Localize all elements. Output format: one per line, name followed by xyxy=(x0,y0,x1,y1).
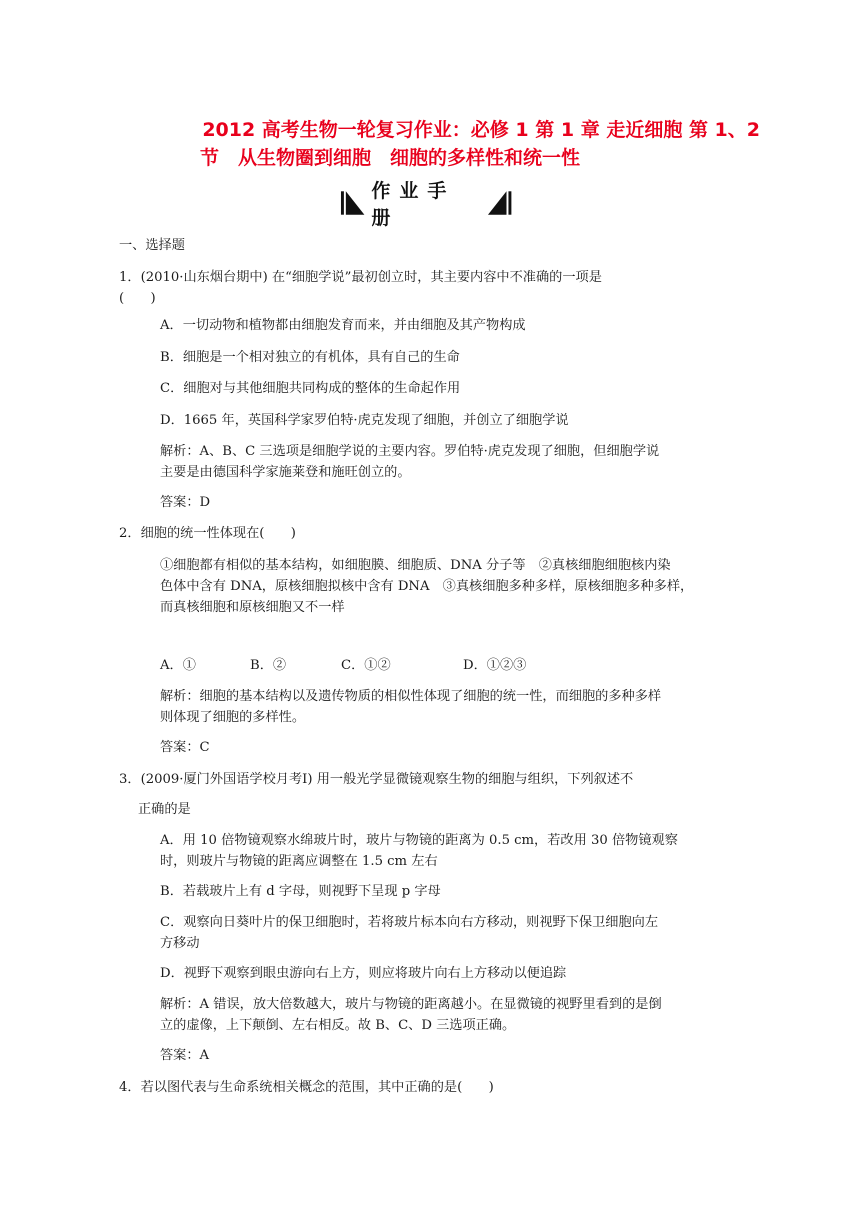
q1-option-c: C．细胞对与其他细胞共同构成的整体的生命起作用 xyxy=(160,381,461,396)
document-title xyxy=(200,116,760,172)
q1-stem-line-1: 1．(2010·山东烟台期中) 在“细胞学说”最初创立时，其主要内容中不准确的一项是 xyxy=(119,270,602,285)
banner-right-ornament-icon xyxy=(487,190,512,216)
q1-stem-line-2: ( ) xyxy=(119,291,156,306)
banner-label: 作业手册 xyxy=(371,180,456,229)
q2-body-line-2: 色体中含有 DNA，原核细胞拟核中含有 DNA ③真核细胞多种多样，原核细胞多种多样， xyxy=(160,579,694,594)
q1-answer: 答案：D xyxy=(160,495,211,510)
q1-analysis-line-2: 主要是由德国科学家施莱登和施旺创立的。 xyxy=(160,465,411,480)
q3-option-b: B．若载玻片上有 d 字母，则视野下呈现 p 字母 xyxy=(160,884,441,899)
q2-option-a: A．① xyxy=(160,658,196,673)
q3-analysis-line-1: 解析：A 错误，放大倍数越大，玻片与物镜的距离越小。在显微镜的视野里看到的是倒 xyxy=(160,997,662,1012)
q2-answer: 答案：C xyxy=(160,740,210,755)
q3-option-d: D．视野下观察到眼虫游向右上方，则应将玻片向右上方移动以便追踪 xyxy=(160,966,567,981)
q2-body-line-1: ①细胞都有相似的基本结构，如细胞膜、细胞质、DNA 分子等 ②真核细胞细胞核内染 xyxy=(160,558,671,573)
section-heading: 一、选择题 xyxy=(119,238,185,253)
q3-answer: 答案：A xyxy=(160,1048,210,1063)
q3-stem-line-2: 正确的是 xyxy=(138,802,191,817)
q3-option-a-line-1: A．用 10 倍物镜观察水绵玻片时，玻片与物镜的距离为 0.5 cm，若改用 30 倍物镜观察 xyxy=(160,833,678,848)
q1-option-d: D．1665 年，英国科学家罗伯特·虎克发现了细胞，并创立了细胞学说 xyxy=(160,413,569,428)
q2-analysis-line-1: 解析：细胞的基本结构以及遗传物质的相似性体现了细胞的统一性，而细胞的多种多样 xyxy=(160,689,662,704)
q3-option-c-line-1: C．观察向日葵叶片的保卫细胞时，若将玻片标本向右方移动，则视野下保卫细胞向左 xyxy=(160,915,659,930)
q1-option-a: A．一切动物和植物都由细胞发育而来，并由细胞及其产物构成 xyxy=(160,318,526,333)
q3-stem-line-1: 3．(2009·厦门外国语学校月考Ⅰ) 用一般光学显微镜观察生物的细胞与组织，下列叙述不 xyxy=(119,772,634,787)
q2-stem: 2．细胞的统一性体现在( ) xyxy=(119,526,296,541)
homework-banner xyxy=(340,180,512,229)
q2-option-d: D．①②③ xyxy=(463,658,527,673)
q2-option-b: B．② xyxy=(250,658,287,673)
q4-stem: 4．若以图代表与生命系统相关概念的范围，其中正确的是( ) xyxy=(119,1080,494,1095)
q3-option-c-line-2: 方移动 xyxy=(160,936,200,951)
q3-analysis-line-2: 立的虚像，上下颠倒、左右相反。故 B、C、D 三选项正确。 xyxy=(160,1018,516,1033)
title-line-2: 节 从生物圈到细胞 细胞的多样性和统一性 xyxy=(200,147,581,169)
title-line-1: 2012 高考生物一轮复习作业：必修 1 第 1 章 走近细胞 第 1、2 xyxy=(202,119,760,141)
q2-analysis-line-2: 则体现了细胞的多样性。 xyxy=(160,710,306,725)
q2-body-line-3: 而真核细胞和原核细胞又不一样 xyxy=(160,600,345,615)
q2-option-c: C．①② xyxy=(341,658,391,673)
q1-option-b: B．细胞是一个相对独立的有机体，具有自己的生命 xyxy=(160,350,460,365)
q1-analysis-line-1: 解析：A、B、C 三选项是细胞学说的主要内容。罗伯特·虎克发现了细胞，但细胞学说 xyxy=(160,444,660,459)
banner-left-ornament-icon xyxy=(340,190,365,216)
q3-option-a-line-2: 时，则玻片与物镜的距离应调整在 1.5 cm 左右 xyxy=(160,854,438,869)
